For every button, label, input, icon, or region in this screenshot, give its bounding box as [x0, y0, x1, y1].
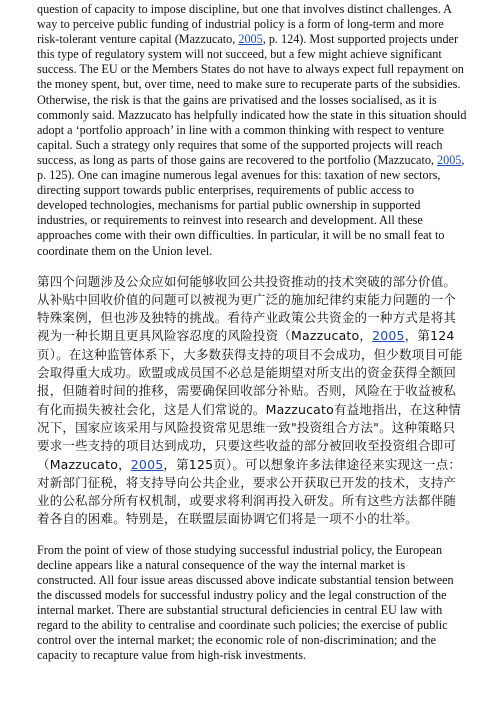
text-run: ，第125页）。可以想象许多法律途径来实现这一点：对新部门征税，将支持导向公共企业，要求公开获取已开发的技术，支持产业的公私部分所有权机制，或要求将利润再投入研发。所有这些方法都伴随着各自的困难。特别是，在联盟层面协调它们将是一项不小的壮举。: [37, 456, 462, 527]
text-run: ，第124页）。在这种监管体系下，大多数获得支持的项目不会成功，但少数项目可能会取得重大成功。欧盟或成员国不必总是能期望对所支出的资金获得全额回报，但随着时间的推移，需要确保回收部分补贴。否则，风险在于收益被私有化而损失被社会化，这是人们常说的。Mazzucato有益地指出，在这种情况下，国家应该采用与风险投资常见思维一致"投资组合方法"。这种策略只要求一些支持的项目达到成功，只要这些收益的部分被回收至投资组合即可（Mazzucato，: [37, 328, 463, 472]
text-run: question of capacity to impose discipline, but one that involves distinct challenges. A way to perceive public funding of industrial policy is a form of long-term and more risk-tolerant venture capital (Mazzucato,: [37, 2, 452, 47]
citation-link-2005[interactable]: 2005: [238, 32, 263, 47]
citation-link-2005[interactable]: 2005: [437, 152, 462, 167]
text-run: , p. 124). Most supported projects under this type of regulatory system will not succeed, but a few might achieve significant success. The EU or the Members States do not have to always expect full repayment on the money spent, but, over time, need to make sure to recuperate parts of the subsidies. Otherwise, the risk is that the gains are privatised and the losses socialised, as it is commonly said. Mazzucato has helpfully indicated how the state in this situation should adopt a ‘portfolio approach’ in line with a common thinking with respect to venture capital. Such a strategy only requires that some of the supported projects will reach success, as long as parts of those gains are recovered to the portfolio (Mazzucato,: [37, 32, 467, 167]
document-page: [37, 2, 467, 664]
english-paragraph-1: [37, 2, 467, 259]
text-run: 第四个问题涉及公众应如何能够收回公共投资推动的技术突破的部分价值。从补贴中回收价值的问题可以被视为更广泛的施加纪律约束能力问题的一个特殊案例，但也涉及独特的挑战。看待产业政策公共资金的一种方式是将其视为一种长期且更具风险容忍度的风险投资（Mazzucato，: [37, 273, 457, 344]
citation-link-2005[interactable]: 2005: [130, 456, 164, 472]
english-paragraph-2: From the point of view of those studying successful industrial policy, the European decline appears like a natural consequence of the way the internal market is constructed. All four issue areas discussed above indicate substantial tension between the discussed models for successful industry policy and the legal construction of the internal market. There are substantial structural deficiencies in central EU law with regard to the ability to centralise and coordinate such policies; the exercise of public control over the internal market; the economic role of non-discrimination; and the capacity to recapture value from high-risk investments.: [37, 542, 454, 663]
citation-link-2005[interactable]: 2005: [372, 328, 405, 344]
chinese-paragraph: [37, 273, 467, 529]
text-run: , p. 125). One can imagine numerous legal avenues for this: taxation of new sectors, directing support towards public enterprises, requirements of public access to developed technologies, mechanisms for partial public ownership in supported industries, or requirements to reinvest into research and development. All these approaches come with their own difficulties. In particular, it will be no small feat to coordinate them on the Union level.: [37, 152, 465, 258]
